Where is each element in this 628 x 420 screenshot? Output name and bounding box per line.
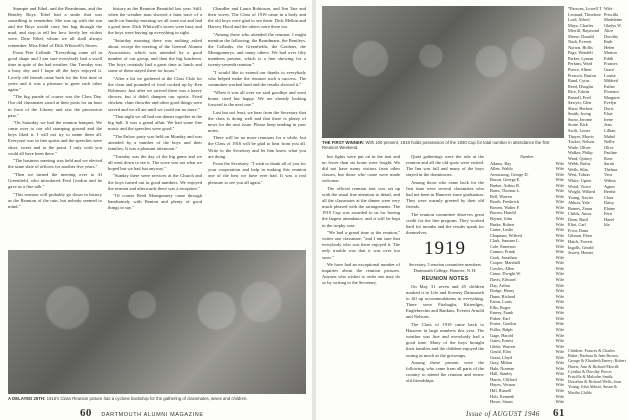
roster-row — [490, 405, 564, 406]
roster-member: Booth, Frederick — [490, 199, 520, 205]
roster-guest — [556, 405, 564, 406]
roster-guest: Wife — [555, 260, 564, 266]
roster-guest: Wife — [555, 265, 564, 271]
roster-guest: Wife — [555, 221, 564, 227]
caption-text: 1916's Class Reunion picture has a cyclone backdrop for the gathering of classmates, wives and children. — [46, 396, 248, 401]
right-page — [316, 0, 628, 420]
right-colC-paragraph: On May 31 seven and 45 children marked it in Life and Scenery Dartmouth to fill up accommodations in everything. There were Fitzhughs, Kittredges, Englebrechts and Rankins, Everett Arnold and Nelsons. — [406, 284, 484, 320]
photo-caption-1916 — [8, 396, 306, 401]
name-entry: Reed, Douglas — [568, 83, 594, 89]
roster-member: Gray, Milton — [490, 360, 513, 366]
name-entry: Rice, Edwin — [568, 89, 590, 95]
roster-member: Day, Arthur — [490, 282, 511, 288]
issue-text: Issue of AUGUST 1946 — [466, 410, 540, 418]
name-entry: Stone, Kirk — [568, 122, 588, 128]
name-entry: Thayer, Morris — [568, 133, 594, 139]
name-entry: Rand, Cyrus — [568, 78, 590, 84]
roster-member: Chapman, Wilfred — [490, 232, 522, 238]
name-entry: Snow, Jerome — [568, 116, 593, 122]
page-number-right: 61 — [552, 407, 565, 419]
name-entry: Frost, Dana — [568, 227, 589, 233]
name-entry: *Parsons, Lowell T. — [568, 6, 602, 11]
name-entry: Norton, Hollis — [568, 44, 593, 50]
roster-guest: Wife — [555, 160, 564, 166]
roster-guest: Wife — [555, 288, 564, 294]
roster-guest: Wife — [555, 188, 564, 194]
right-colB-paragraph: Among those who came back for the first time were several classmates who had not been in Hanover since graduation. They were warmly greeted by their old friends. — [406, 179, 484, 210]
roster-guest: Wife — [555, 171, 564, 177]
roster-guest: Wife — [555, 310, 564, 316]
roster-member: Fuller, Ralph — [490, 326, 513, 332]
name-entry: Wright, Willard — [568, 189, 596, 195]
roster-member: Ellis, Roger — [490, 304, 511, 310]
left-col3-paragraph: "When it was all over we said goodbye and went home, tired but happy. We are already looking forward to the next one." — [208, 89, 306, 107]
name-entry: Dorothy — [604, 33, 619, 39]
name-entry: Russell, Fred — [568, 94, 591, 100]
name-entry: Edith — [604, 55, 614, 61]
names-list-1 — [568, 6, 602, 346]
left-col3-paragraph: "I would like to extend our thanks to everybody who helped make the reunion such a success. The committee worked hard and the results showed it." — [208, 69, 306, 88]
left-col2-paragraph: "Sunday there were services at the Church and the boys turned out in good numbers. We enjoyed the sermon and afterwards there was a reception." — [108, 173, 202, 191]
roster-member: Armstrong, George D. — [490, 171, 529, 177]
roster-member: Hall, Stanley — [490, 371, 513, 377]
roster-member: Cook, Jonathan — [490, 254, 517, 260]
name-entry: Ruth — [604, 39, 613, 45]
name-entry: Page, Wendell — [568, 50, 593, 56]
name-entry: Webb, Rufus — [568, 161, 591, 167]
name-entry: Thelma — [604, 166, 618, 172]
left-col3-paragraph: Chandler and Laura Robinson, and Jim Tate and their wives. The Class of 1919 came in a body and the old boys were glad to see them. Dick Mellon and Harvey Hood and the others were there too. — [208, 6, 306, 30]
roster-member: Cole, Emerson — [490, 243, 516, 249]
roster-member: Bell, Warren — [490, 193, 512, 199]
roster-guest: Wife — [555, 277, 564, 283]
name-entry: Florence — [604, 89, 620, 95]
name-entry: Priscilla — [604, 11, 619, 17]
page-number-left: 60 — [80, 407, 92, 419]
name-entry: Alice — [604, 28, 614, 34]
roster-member: Hale, Norman — [490, 365, 515, 371]
roster-member: Bates, Thomas L. — [490, 188, 521, 194]
name-entry: Parker, Lyman — [568, 55, 594, 61]
left-col1-paragraph: "On Saturday we had the reunion banquet. We came over to our old stamping ground and the boys liked it. I will not try to name them all. Everyone was in fine spirits and the speeches were short, sweet and to the point. I only wish you could all have been there." — [8, 120, 102, 156]
roster-guest: Wife — [555, 210, 564, 216]
address-text: Dartmouth College, Hanover, N. H. — [413, 267, 477, 273]
name-entry: Smith, Irving — [568, 111, 591, 117]
roster-guest: Wife — [555, 338, 564, 344]
roster-guest: Wife — [555, 332, 564, 338]
left-column-1 — [8, 6, 102, 246]
left-col2-paragraph: "The Enlow party was held on Monday and was attended by a number of the boys and their families. It was a pleasant afternoon." — [108, 133, 202, 152]
roster-member: Bacon, George E. — [490, 177, 521, 183]
name-entry: Elaine — [604, 205, 615, 211]
name-entry: Esther — [604, 83, 615, 89]
left-footer — [80, 407, 280, 419]
name-entry: Clara — [604, 194, 614, 200]
roster-member: Cooper, Marshall — [490, 260, 520, 266]
name-entry: Evelyn — [604, 100, 617, 106]
roster-guest: Wife — [555, 399, 564, 405]
names-list-2 — [604, 6, 626, 346]
roster-member: Gould, Eliot — [490, 349, 512, 355]
roster-guest: Wife — [555, 193, 564, 199]
name-entry: Hatch, Forrest — [568, 238, 593, 244]
name-entry: Ida — [604, 222, 610, 228]
roster-guest: Wife — [555, 304, 564, 310]
roster-guest: Wife — [555, 387, 564, 393]
name-entry: Agnes — [604, 183, 615, 189]
roster-guest: Wife — [555, 243, 564, 249]
name-entry: Bertha — [604, 189, 616, 195]
left-col2-paragraph: "Saturday morning there was nothing asked about, except the meeting of the General Alumni Association, which was attended by a good number of our group, and then the big luncheon. The boys certainly had a great time at lunch and some of them stayed there for hours." — [108, 37, 202, 74]
name-entry: West, Tobias — [568, 172, 590, 178]
name-entry: Sawyer, Glen — [568, 100, 592, 106]
roster-member: Barker, Arthur B. — [490, 182, 520, 188]
roster-member: Holt, Kenneth — [490, 393, 515, 399]
name-entry: Hazel — [604, 216, 615, 222]
roster-member: Bowen, Walter F. — [490, 204, 520, 210]
roster-member: Gage, Harold — [490, 332, 514, 338]
left-col2-paragraph: "That night we all had our dinner together in the big hall. It was a grand affair. We had some fine music and the speeches were good." — [108, 114, 202, 132]
caption-bold: A DELAYED 25TH: — [8, 396, 46, 401]
roster-guest: Wife — [555, 321, 564, 327]
name-entry: Madeleine — [604, 17, 623, 23]
name-entry: Mayo, Charles — [568, 22, 594, 28]
name-entry: Helen — [604, 44, 615, 50]
roster-member: Gibbs, Warren — [490, 343, 515, 349]
name-entry: Elsie — [604, 111, 613, 117]
class-reunion-photo-1916 — [8, 250, 306, 394]
roster-guest: Wife — [555, 199, 564, 205]
left-col3-paragraph: There will be no more reunions for a while, but the Class of 1916 will be glad to hear from you all. Write to the Secretary and let him know what you are doing. — [208, 135, 306, 159]
caption-bold-right: THE FIRST WINNER: — [322, 140, 365, 145]
name-entry: Fern — [604, 211, 612, 217]
name-entry: Jewett, Homer — [568, 250, 594, 256]
left-col1-paragraph: From Pete Colbath: "Everything came off in good shape and I am sure everybody had a swell time in spite of the bad weather. Our Tuesday was a busy day and I hope all the boys enjoyed it. Lovely old friends came back for the first time in years and it was a pleasure to greet each other again." — [8, 50, 102, 92]
roster-guest: Wife — [555, 227, 564, 233]
right-colA-paragraph: We have had an exceptional number of inquiries about the reunion pictures. Anyone who wishes to order one may do so by writing to the Secretary. — [322, 262, 400, 286]
roster-guest: Wife — [555, 326, 564, 332]
year-heading: 1919 — [424, 238, 466, 259]
name-entry: Prescott, Burton — [568, 72, 596, 78]
roster-member: Harris, Clifford — [490, 376, 517, 382]
name-entry: Frances — [604, 61, 618, 67]
right-colA-paragraph: but fights were put on in the tent and no fewer than six bouts were fought. We did not have many visitors from other classes, but those who came were made welcome. — [322, 154, 400, 184]
roster-member: Emery, Frank — [490, 310, 514, 316]
roster-member: Cowles, Allen — [490, 265, 515, 271]
roster-guest: Wife — [555, 376, 564, 382]
roster-member: Davis, Edward — [490, 277, 516, 283]
roster-member: Adams, Ray — [490, 160, 512, 166]
roster-guest: Wife — [555, 249, 564, 255]
roster-guest: Wife — [555, 382, 564, 388]
name-entry: Dean, Basil — [568, 216, 589, 222]
right-column-a — [322, 154, 400, 404]
roster-member: Foster, Gordon — [490, 321, 516, 327]
left-column-2 — [108, 6, 202, 246]
roster-member: Howe, Stuart — [490, 399, 513, 405]
roster-guest: Wife — [555, 166, 564, 172]
roster-member: Bryant, John — [490, 216, 512, 222]
name-entry: Shaw, Herbert — [568, 105, 593, 111]
name-entry: Wade, Oliver — [568, 144, 591, 150]
roster-member: Burke, Robert — [490, 221, 515, 227]
roster-member: Connor, Frank — [490, 249, 515, 255]
roster-member: Carter, Leslie — [490, 227, 514, 233]
roster-member: Gates, Ernest — [490, 338, 513, 344]
roster-guest: Wife — [555, 371, 564, 377]
left-col1-paragraph: "Then we turned the meeting over to Al Greenfield, who introduced Fred Gordon and he gave us a fine talk." — [8, 171, 102, 190]
left-col2-paragraph: history as the Reunion Beautiful last year. Still, when the weather man showed a faint trace of a smile on Sunday morning we all went out and had a good time. Dick Whitwell's stores were busy and the boys were buying up everything in sight. — [108, 6, 202, 36]
right-column-b — [406, 154, 484, 236]
secretary-text: Secretary, 5 reunion committee members — [408, 262, 481, 267]
roster-guest: Wife — [555, 271, 564, 277]
first-winner-photo-1919 — [322, 6, 564, 138]
name-entry: Gilman, Eben — [568, 233, 592, 239]
roster-member: Crane, Dwight W. — [490, 271, 522, 277]
left-col2-paragraph: "Of course Reed Montgomery came through handsomely with Benton and plenty of good things to say." — [108, 193, 202, 211]
name-entry: Tucker, Nelson — [568, 139, 595, 145]
right-colA-paragraph: "We had a grand time at the reunion," writes one classmate, "and I am sure that everybody who was there enjoyed it. The only trouble was that it was over too soon." — [322, 230, 400, 260]
roster-member — [490, 405, 516, 406]
roster-guest: Wife — [555, 182, 564, 188]
roster-guest: Wife — [555, 232, 564, 238]
roster-member: Dodge, Henry — [490, 288, 515, 294]
name-entry: Wife — [604, 6, 613, 11]
name-entry: Grace — [604, 67, 615, 73]
roster-guest: Wife — [555, 365, 564, 371]
roster-member: Allen, Waldo — [490, 166, 513, 172]
name-entry: Perkins, Ward — [568, 61, 593, 67]
name-entry: Sarah — [604, 161, 614, 167]
roster-guest: Wife — [555, 293, 564, 299]
roster-member: Hill, Russell — [490, 387, 512, 393]
children-note: Children: Frances & Charles Baker; Barbara & Jean Brown; George & Elizabeth Emery; Robert Harris; Ann & Richard Morrill; Cynthia & Dorothy Pierce; Priscilla & Malcolm Smith; Dorothea & Richard Wells; Jean Young; John Abbott; Susan & Martha Childs. — [568, 348, 626, 395]
name-entry: Jean — [604, 122, 612, 128]
secretary-line — [406, 262, 484, 273]
roster-member: Grant, Lloyd — [490, 354, 513, 360]
left-col2-paragraph: "Tuesday was the day of the big game and we all went down to see it. The score was not what we hoped but we had fun anyway." — [108, 153, 202, 171]
right-colA-paragraph: The official reunion tent was set up with the usual fine attention to detail, and all the classmates at the dinner were very much pleased with the arrangements. The 1919 Cup was awarded to us for having the largest attendance, and it will be kept in the trophy case. — [322, 185, 400, 228]
magazine-name: DARTMOUTH ALUMNI MAGAZINE — [101, 412, 204, 418]
roster-member: Eaton, Louis — [490, 299, 512, 305]
name-entry: Wilma — [604, 177, 616, 183]
right-colB-paragraph: The reunion committee deserves great credit for the fine program. They worked hard for months and the results speak for themselves. — [406, 211, 484, 236]
roster-guest: Wife — [555, 299, 564, 305]
right-colB-paragraph: Quiet gatherings were the rule at the reunion and all the old spots were visited. The Inn was full and many of the boys stayed in the dormitories. — [406, 154, 484, 178]
roster-guest: Wife — [555, 393, 564, 399]
roster-guest: Wife — [555, 343, 564, 349]
roster-guest: Wife — [555, 354, 564, 360]
name-entry: Nash, Everett — [568, 39, 592, 45]
name-entry: Barnes, Zenas — [568, 205, 593, 211]
name-entry: Rose — [604, 155, 613, 161]
left-col1-paragraph: Stumpie and Ethel, and the Boardmans, and the Bentley Boys. Ethel had a smile that was something to remember. She was up with the sun and the Boys would carry her bag through the mud, and stop to tell her how lovely her violets were. Dear Ethel, whom we all shall always remember. Miss Ethel of Dick Whitwell's Stores. — [8, 6, 102, 48]
name-entry: Lord, Alfred — [568, 17, 590, 23]
roster-guest: Wife — [555, 204, 564, 210]
name-entry: Merrill, Raymond — [568, 28, 600, 34]
right-colC-paragraph: The Class of 1919 came back to Hanover in large numbers this year. The weather was fine and everybody had a good time. Many of the boys brought their families and the children enjoyed the outing as much as the grownups. — [406, 322, 484, 358]
right-footer — [466, 407, 626, 419]
roster-guest: Wife — [555, 238, 564, 244]
name-entry: Childs, Amos — [568, 211, 592, 217]
name-entry: Swift, Lester — [568, 128, 591, 134]
right-column-c — [406, 284, 484, 404]
name-entry: Eliot, Carl — [568, 222, 586, 228]
roster-guest: Wife — [555, 282, 564, 288]
roster-guest: Wife — [555, 349, 564, 355]
roster-member: Fisher, Earl — [490, 315, 510, 321]
name-entry: Young, Xavier — [568, 194, 594, 200]
name-entry: Louise — [604, 72, 616, 78]
roster-guest: Wife — [555, 216, 564, 222]
roster-head: Number — [520, 154, 534, 159]
name-entry: Vera — [604, 172, 612, 178]
name-entry: Lillian — [604, 128, 616, 134]
name-entry: Daisy — [604, 200, 615, 206]
name-entry: Gladys W. — [604, 22, 622, 28]
name-entry: Marion — [604, 50, 617, 56]
name-entry: Pauline — [604, 150, 617, 156]
roster-guest: Wife — [555, 254, 564, 260]
name-entry: Ward, Quincy — [568, 155, 592, 161]
left-column-3 — [208, 6, 306, 246]
name-entry: Mildred — [604, 78, 618, 84]
name-entry: Mabel — [604, 133, 615, 139]
photo-caption-1919 — [322, 140, 564, 151]
name-entry: Pierce, Albert — [568, 67, 592, 73]
name-entry: Wood, Victor — [568, 183, 591, 189]
attendance-roster — [490, 154, 564, 406]
left-col1-paragraph: "This reunion will probably go down in history as the Reunion of the rain, but nobody seemed to mind." — [8, 191, 102, 209]
name-entry: Nellie — [604, 139, 615, 145]
name-entry: Leonard, Theodore — [568, 11, 601, 17]
left-col3-paragraph: "Among those who attended the reunion, I might mention the following: the Boardmans, the Bentleys, the Colbaths, the Greenfields, the Gordons, the Montgomerys, and many others. We had over fifty members present, which is a fine showing for a twenty-seventh reunion." — [208, 31, 306, 68]
name-entry: Margaret — [604, 94, 620, 100]
roster-member: Dunn, Richard — [490, 293, 516, 299]
roster-member: Hayes, Vernon — [490, 382, 516, 388]
reunion-notes-heading: REUNION NOTES — [421, 276, 469, 282]
left-col3-paragraph: Last but not least, we hear from the Secretary that the class is doing well and that there is plenty of news for the next issue. Please keep sending in your notes. — [208, 109, 306, 133]
name-entry: White, Upton — [568, 177, 592, 183]
roster-guest: Wife — [555, 360, 564, 366]
name-entry: Walker, Philip — [568, 150, 593, 156]
roster-member: Clark, Sumner L. — [490, 238, 520, 244]
name-entry: Irene — [604, 116, 613, 122]
name-entry: Olive — [604, 144, 614, 150]
roster-guest: Wife — [555, 177, 564, 183]
name-entry: Morse, Donald — [568, 33, 594, 39]
left-col3-paragraph: From the Secretary: "I wish to thank all of you for your cooperation and help in making this reunion one of the best we have ever had. It was a real pleasure to see you all again." — [208, 161, 306, 185]
name-entry: Ingalls, Gerald — [568, 244, 594, 250]
left-col1-paragraph: "The big parade of course was the Class Day. Our old classmates stood at their posts for an hour in front of the Library and saw the procession pass." — [8, 94, 102, 118]
left-col2-paragraph: "After a bit we gathered at the Class Club for the clam and pounded of food cooked up by Ken Robinson. Just after we arrived there was a heavy shower, but it didn't dampen our spirits. Fried chicken, clam chowder and other good things were served and we all ate until we could eat no more." — [108, 76, 202, 112]
name-entry: Abbott, Yale — [568, 200, 590, 206]
roster-member: Brown, Harold — [490, 210, 516, 216]
left-page — [0, 0, 312, 420]
name-entry: Wells, Silas — [568, 166, 589, 172]
caption-text-right: With 100 present, 1919 holds possession of the 1930 Cup for total number in attendance the first Reunion Weekend. — [322, 140, 550, 151]
left-col1-paragraph: "The business meeting was held and we elected the same slate of officers for another five years." — [8, 158, 102, 170]
right-colC-paragraph: Among those present were the following, who came from all parts of the country to attend the reunion and renew old friendships. — [406, 360, 484, 384]
name-entry: Doris — [604, 105, 614, 111]
roster-guest: Wife — [555, 315, 564, 321]
